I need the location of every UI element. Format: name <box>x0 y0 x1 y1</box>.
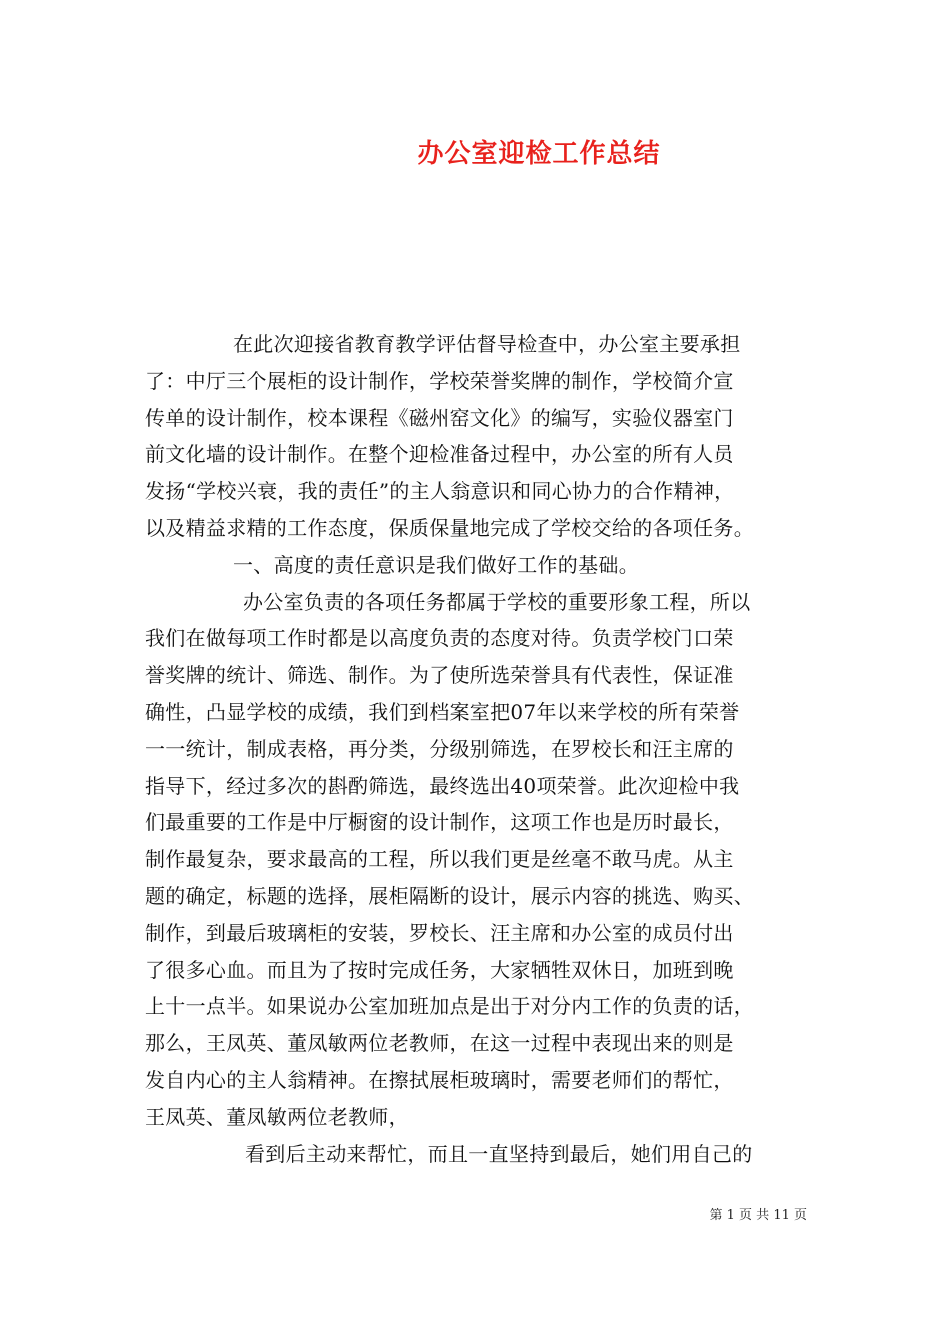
paragraph-line: 那么，王凤英、董凤敏两位老教师，在这一过程中表现出来的则是 <box>145 1031 734 1056</box>
section-heading: 一、高度的责任意识是我们做好工作的基础。 <box>233 552 639 577</box>
paragraph-line: 发自内心的主人翁精神。在擦拭展柜玻璃时，需要老师们的帮忙， <box>145 1067 734 1092</box>
paragraph-line: 上十一点半。如果说办公室加班加点是出于对分内工作的负责的话， <box>145 994 754 1019</box>
paragraph-line: 发扬“学校兴衰，我的责任”的主人翁意识和同心协力的合作精神， <box>145 479 735 504</box>
paragraph-line: 制作最复杂，要求最高的工程，所以我们更是丝毫不敢马虎。从主 <box>145 847 734 872</box>
paragraph-line: 确性，凸显学校的成绩，我们到档案室把07年以来学校的所有荣誉 <box>145 699 740 724</box>
paragraph-line: 一一统计，制成表格，再分类，分级别筛选，在罗校长和汪主席的 <box>145 736 734 761</box>
paragraph-line: 誉奖牌的统计、筛选、制作。为了使所选荣誉具有代表性，保证准 <box>145 663 734 688</box>
document-body <box>145 326 825 1172</box>
page-number-footer: 第 1 页 共 11 页 <box>709 1208 807 1223</box>
paragraph-line: 以及精益求精的工作态度，保质保量地完成了学校交给的各项任务。 <box>145 515 754 540</box>
paragraph-line: 题的确定，标题的选择，展柜隔断的设计，展示内容的挑选、购买、 <box>145 883 754 908</box>
paragraph-line: 前文化墙的设计制作。在整个迎检准备过程中，办公室的所有人员 <box>145 442 734 467</box>
paragraph-line: 们最重要的工作是中厅橱窗的设计制作，这项工作也是历时最长， <box>145 810 734 835</box>
paragraph-line: 指导下，经过多次的斟酌筛选，最终选出40项荣誉。此次迎检中我 <box>145 773 740 798</box>
paragraph-line: 了：中厅三个展柜的设计制作，学校荣誉奖牌的制作，学校简介宣 <box>145 368 734 393</box>
paragraph-line: 办公室负责的各项任务都属于学校的重要形象工程，所以 <box>243 589 751 614</box>
paragraph-line: 传单的设计制作，校本课程《磁州窑文化》的编写，实验仪器室门 <box>145 405 734 430</box>
paragraph-line: 了很多心血。而且为了按时完成任务，大家牺牲双休日，加班到晚 <box>145 957 734 982</box>
paragraph-line: 在此次迎接省教育教学评估督导检查中，办公室主要承担 <box>233 332 741 356</box>
paragraph-line: 看到后主动来帮忙，而且一直坚持到最后，她们用自己的 <box>245 1141 753 1166</box>
paragraph-line: 王凤英、董凤敏两位老教师， <box>145 1104 409 1129</box>
paragraph-line: 我们在做每项工作时都是以高度负责的态度对待。负责学校门口荣 <box>145 626 734 651</box>
document-title: 办公室迎检工作总结 <box>417 139 661 169</box>
paragraph-line: 制作，到最后玻璃柜的安装，罗校长、汪主席和办公室的成员付出 <box>145 920 734 945</box>
